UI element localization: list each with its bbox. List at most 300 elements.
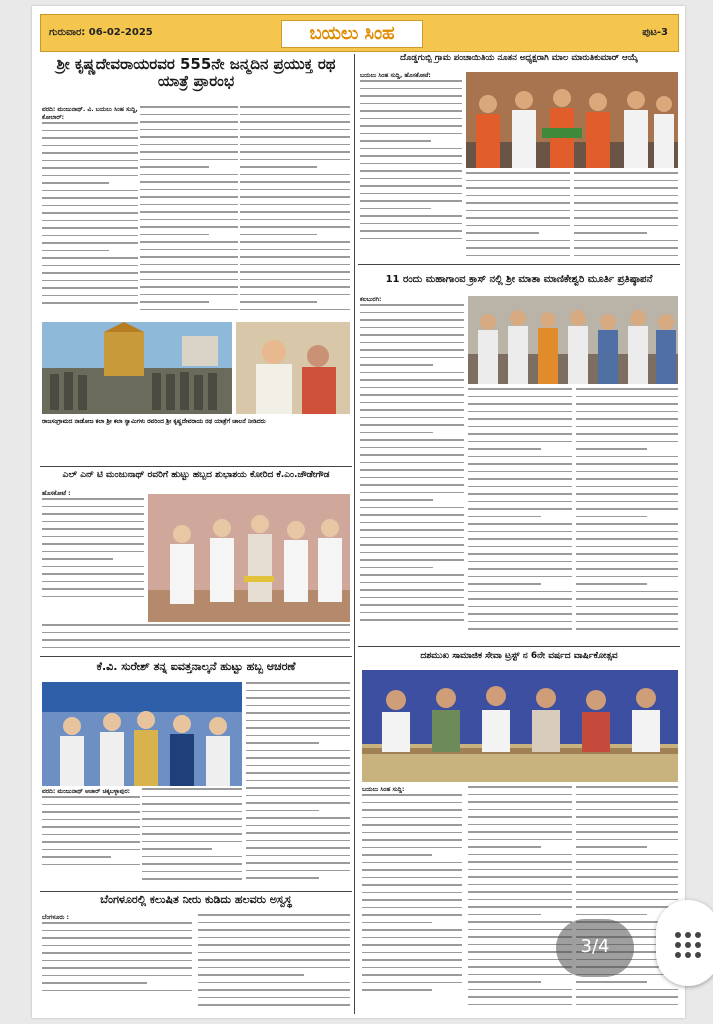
text-line (576, 846, 647, 848)
text-line (360, 110, 462, 112)
article-body-column (468, 388, 572, 642)
text-line (140, 189, 238, 191)
text-line (466, 232, 539, 234)
page-indicator (556, 919, 634, 977)
text-line (246, 690, 350, 692)
article-body-column (42, 624, 350, 654)
text-line (362, 937, 462, 939)
text-line (42, 220, 138, 222)
headline-lnt-manjunath: ಎಲ್ ಎನ್ ಟಿ ಮಂಜುನಾಥ್ ರವರಿಗೆ ಹುಟ್ಟು ಹಬ್ಬದ ಶುಭಾಶಯ ಕೋರಿದ ಕೆ.ಎಂ.ಜೌಡೇಗೌಡ (62, 470, 330, 480)
text-line (466, 202, 570, 204)
text-line (140, 159, 238, 161)
text-line (576, 869, 678, 871)
text-line (246, 712, 350, 714)
text-line (240, 196, 350, 198)
text-line (468, 583, 541, 585)
text-line (240, 234, 317, 236)
row-divider (358, 264, 680, 265)
text-line (42, 864, 140, 866)
text-line (240, 166, 317, 168)
text-line (360, 148, 462, 150)
text-line (468, 396, 572, 398)
text-line (576, 553, 678, 555)
text-line (574, 225, 678, 227)
text-line (42, 498, 144, 500)
text-line (576, 433, 678, 435)
text-line (576, 598, 678, 600)
text-line (468, 996, 572, 998)
text-line (360, 163, 462, 165)
text-line (246, 780, 350, 782)
text-line (576, 854, 678, 856)
text-line (42, 596, 144, 598)
text-line (360, 372, 464, 374)
text-line (360, 133, 462, 135)
text-line (140, 211, 238, 213)
text-line (240, 204, 350, 206)
text-line (468, 516, 541, 518)
text-line (468, 989, 572, 991)
page-number: ಪುಟ-3 (642, 27, 668, 38)
text-line (246, 802, 350, 804)
text-line (240, 151, 350, 153)
text-line (42, 242, 138, 244)
text-line (574, 202, 678, 204)
text-line (468, 501, 572, 503)
text-line (140, 196, 238, 198)
text-line (360, 319, 464, 321)
text-line (576, 786, 678, 788)
text-line (360, 387, 464, 389)
text-line (468, 606, 572, 608)
text-line (142, 811, 242, 813)
text-line (466, 247, 570, 249)
text-line (198, 959, 350, 961)
row-divider (358, 646, 680, 647)
text-line (574, 255, 678, 257)
page-indicator-label: 3/4 (580, 936, 610, 957)
text-line (42, 227, 138, 229)
text-line (576, 523, 678, 525)
text-line (42, 250, 109, 252)
text-line (246, 847, 350, 849)
text-line (576, 861, 678, 863)
text-line (360, 417, 464, 419)
byline: ವರದಿ: ಮಂಜುನಾಥ್ ಆಚಾರ್ ಚಿಕ್ಕಬಳ್ಳಾಪುರ: (42, 788, 131, 795)
photo-trust-dignitaries (362, 670, 678, 782)
text-line (198, 929, 350, 931)
text-line (360, 185, 462, 187)
text-line (140, 129, 238, 131)
row-divider (40, 891, 352, 892)
text-line (360, 304, 464, 306)
text-line (42, 975, 192, 977)
column-divider (354, 54, 355, 1014)
text-line (42, 212, 138, 214)
newspaper-page (32, 6, 685, 1018)
byline: ಬಯಲು ಸಿಂಹ ಸುದ್ದಿ: (362, 786, 405, 793)
text-line (42, 287, 138, 289)
photo-birthday-greeting (148, 494, 350, 622)
article-body-column (576, 388, 678, 642)
text-line (360, 80, 462, 82)
text-line (140, 121, 238, 123)
text-line (468, 613, 572, 615)
text-line (360, 567, 433, 569)
text-line (42, 849, 140, 851)
text-line (468, 929, 572, 931)
text-line (360, 529, 464, 531)
article-body-column (42, 106, 138, 318)
text-line (466, 240, 570, 242)
text-line (140, 204, 238, 206)
text-line (246, 855, 350, 857)
text-line (140, 114, 238, 116)
byline: ಕಲಬುರಗಿ: (360, 296, 382, 303)
text-line (246, 810, 319, 812)
text-line (576, 839, 678, 841)
article-body-column (360, 72, 462, 262)
text-line (468, 974, 572, 976)
text-line (576, 824, 678, 826)
text-line (362, 922, 432, 924)
text-line (240, 219, 350, 221)
text-line (240, 114, 350, 116)
text-line (42, 167, 138, 169)
issue-date: ಗುರುವಾರ: 06-02-2025 (49, 27, 153, 38)
text-line (466, 180, 570, 182)
text-line (576, 914, 647, 916)
text-line (42, 796, 140, 798)
text-line (468, 959, 572, 961)
text-line (360, 597, 464, 599)
text-line (362, 892, 462, 894)
text-line (360, 409, 464, 411)
text-line (142, 878, 242, 880)
text-line (240, 144, 350, 146)
text-line (468, 891, 572, 893)
text-line (576, 516, 647, 518)
text-line (42, 536, 144, 538)
text-line (360, 95, 462, 97)
text-line (360, 619, 464, 621)
text-line (360, 612, 464, 614)
text-line (362, 884, 462, 886)
article-body-column (42, 788, 140, 886)
text-line (466, 217, 570, 219)
text-line (140, 136, 238, 138)
text-line (240, 174, 350, 176)
text-line (468, 411, 572, 413)
text-line (468, 576, 572, 578)
text-line (360, 604, 464, 606)
text-line (142, 796, 242, 798)
text-line (240, 264, 350, 266)
text-line (360, 499, 433, 501)
text-line (360, 178, 462, 180)
text-line (240, 286, 350, 288)
text-line (576, 441, 678, 443)
text-line (198, 982, 350, 984)
text-line (42, 265, 138, 267)
text-line (360, 170, 462, 172)
text-line (42, 856, 111, 858)
text-line (42, 967, 192, 969)
text-line (362, 989, 432, 991)
text-line (140, 106, 238, 108)
text-line (142, 803, 242, 805)
text-line (140, 271, 238, 273)
text-line (42, 566, 144, 568)
grid-view-button[interactable] (656, 900, 713, 986)
photo-rath-procession (42, 322, 232, 414)
text-line (468, 876, 572, 878)
text-line (42, 982, 147, 984)
text-line (576, 418, 678, 420)
text-line (246, 720, 350, 722)
text-line (42, 182, 109, 184)
masthead (40, 14, 679, 52)
text-line (468, 628, 572, 630)
text-line (360, 379, 464, 381)
text-line (576, 884, 678, 886)
text-line (360, 424, 464, 426)
text-line (468, 846, 541, 848)
text-line (468, 794, 572, 796)
text-line (468, 463, 572, 465)
text-line (360, 349, 464, 351)
text-line (360, 492, 464, 494)
text-line (360, 208, 431, 210)
text-line (362, 802, 462, 804)
text-line (42, 543, 144, 545)
text-line (246, 840, 350, 842)
text-line (468, 493, 572, 495)
text-line (142, 826, 242, 828)
photo-panchayat-president (466, 72, 678, 168)
text-line (142, 863, 242, 865)
text-line (246, 825, 350, 827)
text-line (42, 632, 350, 634)
text-line (468, 523, 572, 525)
text-line (362, 847, 462, 849)
text-line (576, 396, 678, 398)
text-line (468, 538, 572, 540)
text-line (140, 249, 238, 251)
text-line (468, 471, 572, 473)
text-line (246, 727, 350, 729)
text-line (240, 249, 350, 251)
text-line (42, 647, 350, 649)
headline-trust-anniversary: ದಶಮುಖ ಸಾಮಾಜಿಕ ಸೇವಾ ಟ್ರಸ್ಟ್ ನ 6ನೇ ವರ್ಷದ ವಾರ್ಷಿಕೋತ್ಸವ (420, 651, 618, 661)
text-line (240, 271, 350, 273)
text-line (468, 456, 572, 458)
text-line (362, 899, 462, 901)
text-line (42, 280, 138, 282)
text-line (42, 960, 192, 962)
article-body-column (574, 172, 678, 262)
text-line (362, 869, 462, 871)
text-line (140, 234, 209, 236)
text-line (240, 129, 350, 131)
text-line (240, 256, 350, 258)
text-line (42, 145, 138, 147)
text-line (466, 172, 570, 174)
text-line (576, 891, 678, 893)
text-line (576, 403, 678, 405)
text-line (362, 832, 462, 834)
text-line (240, 181, 350, 183)
text-line (362, 914, 462, 916)
text-line (246, 735, 350, 737)
text-line (240, 226, 350, 228)
text-line (42, 521, 144, 523)
text-line (362, 824, 462, 826)
text-line (246, 697, 350, 699)
byline: ಹೊಸಕೋಟೆ : (42, 490, 71, 497)
text-line (198, 952, 350, 954)
text-line (42, 937, 192, 939)
text-line (576, 576, 678, 578)
text-line (362, 794, 462, 796)
text-line (576, 831, 678, 833)
text-line (574, 232, 647, 234)
text-line (576, 794, 678, 796)
text-line (466, 195, 570, 197)
text-line (198, 967, 350, 969)
text-line (140, 279, 238, 281)
text-line (576, 816, 678, 818)
text-line (468, 921, 572, 923)
text-line (142, 788, 242, 790)
text-line (362, 982, 462, 984)
text-line (42, 137, 138, 139)
text-line (576, 801, 678, 803)
text-line (360, 582, 464, 584)
photo-caption: ರಾಜಸಂಗ್ರಾಮದ ನಾಡೋಜ ಕಲಾ ಶ್ರೀ ಕಲಾ ಸ್ವಾಮಿಗಳು ರವರಿಂದ ಶ್ರೀ ಕೃಷ್ಣದೇವರಾಯ ರಥ ಯಾತ್ರೆಗೆ ಚಾಲನೆ ನೀಡಿದರು (42, 418, 266, 425)
text-line (466, 225, 570, 227)
text-line (468, 598, 572, 600)
text-line (42, 581, 144, 583)
text-line (42, 272, 138, 274)
text-line (42, 639, 350, 641)
byline: ಬೆಂಗಳೂರು : (42, 914, 69, 921)
article-body-column (198, 914, 350, 1014)
text-line (42, 558, 113, 560)
text-line (360, 439, 464, 441)
text-line (360, 103, 462, 105)
text-line (246, 705, 350, 707)
article-body-column (468, 786, 572, 1014)
text-line (246, 817, 350, 819)
text-line (246, 795, 350, 797)
text-line (42, 930, 192, 932)
text-line (362, 967, 462, 969)
text-line (360, 88, 462, 90)
text-line (42, 513, 144, 515)
text-line (360, 238, 462, 240)
photo-suresh-celebration (42, 682, 242, 786)
text-line (246, 862, 350, 864)
text-line (140, 219, 238, 221)
text-line (576, 628, 678, 630)
text-line (42, 624, 350, 626)
text-line (468, 621, 572, 623)
text-line (42, 826, 140, 828)
text-line (468, 591, 572, 593)
text-line (360, 537, 464, 539)
text-line (140, 181, 238, 183)
text-line (246, 742, 319, 744)
text-line (468, 478, 572, 480)
text-line (198, 989, 350, 991)
text-line (42, 528, 144, 530)
text-line (42, 190, 138, 192)
text-line (576, 388, 678, 390)
text-line (362, 929, 462, 931)
article-body-column (466, 172, 570, 262)
text-line (42, 588, 144, 590)
text-line (468, 486, 572, 488)
text-line (42, 945, 192, 947)
text-line (360, 522, 464, 524)
text-line (360, 342, 464, 344)
text-line (574, 172, 678, 174)
text-line (466, 187, 570, 189)
text-line (576, 1004, 678, 1006)
text-line (360, 402, 464, 404)
text-line (42, 122, 138, 124)
text-line (468, 441, 572, 443)
text-line (362, 944, 462, 946)
text-line (140, 174, 238, 176)
text-line (468, 981, 541, 983)
headline-suresh-birthday: ಕೆ.ವಿ. ಸುರೇಶ್ ತನ್ನ ಐವತ್ತನಾಲ್ಕನೆ ಹುಟ್ಟು ಹಬ್ಬ ಆಚರಣೆ (96, 660, 296, 673)
article-body-column (576, 786, 678, 1014)
text-line (468, 861, 572, 863)
text-line (576, 809, 678, 811)
text-line (468, 508, 572, 510)
text-line (240, 301, 317, 303)
text-line (246, 832, 350, 834)
text-line (360, 507, 464, 509)
text-line (42, 952, 192, 954)
text-line (198, 922, 350, 924)
text-line (360, 357, 464, 359)
text-line (360, 394, 464, 396)
text-line (468, 1004, 572, 1006)
text-line (468, 831, 572, 833)
text-line (42, 152, 138, 154)
text-line (574, 217, 678, 219)
text-line (240, 309, 350, 311)
text-line (468, 403, 572, 405)
text-line (360, 559, 464, 561)
text-line (240, 241, 350, 243)
text-line (42, 295, 138, 297)
text-line (360, 215, 462, 217)
text-line (362, 907, 462, 909)
text-line (576, 426, 678, 428)
article-body-column (246, 682, 350, 886)
text-line (468, 809, 572, 811)
text-line (576, 613, 678, 615)
text-line (360, 155, 462, 157)
text-line (142, 818, 242, 820)
text-line (42, 205, 138, 207)
text-line (468, 914, 541, 916)
text-line (468, 561, 572, 563)
